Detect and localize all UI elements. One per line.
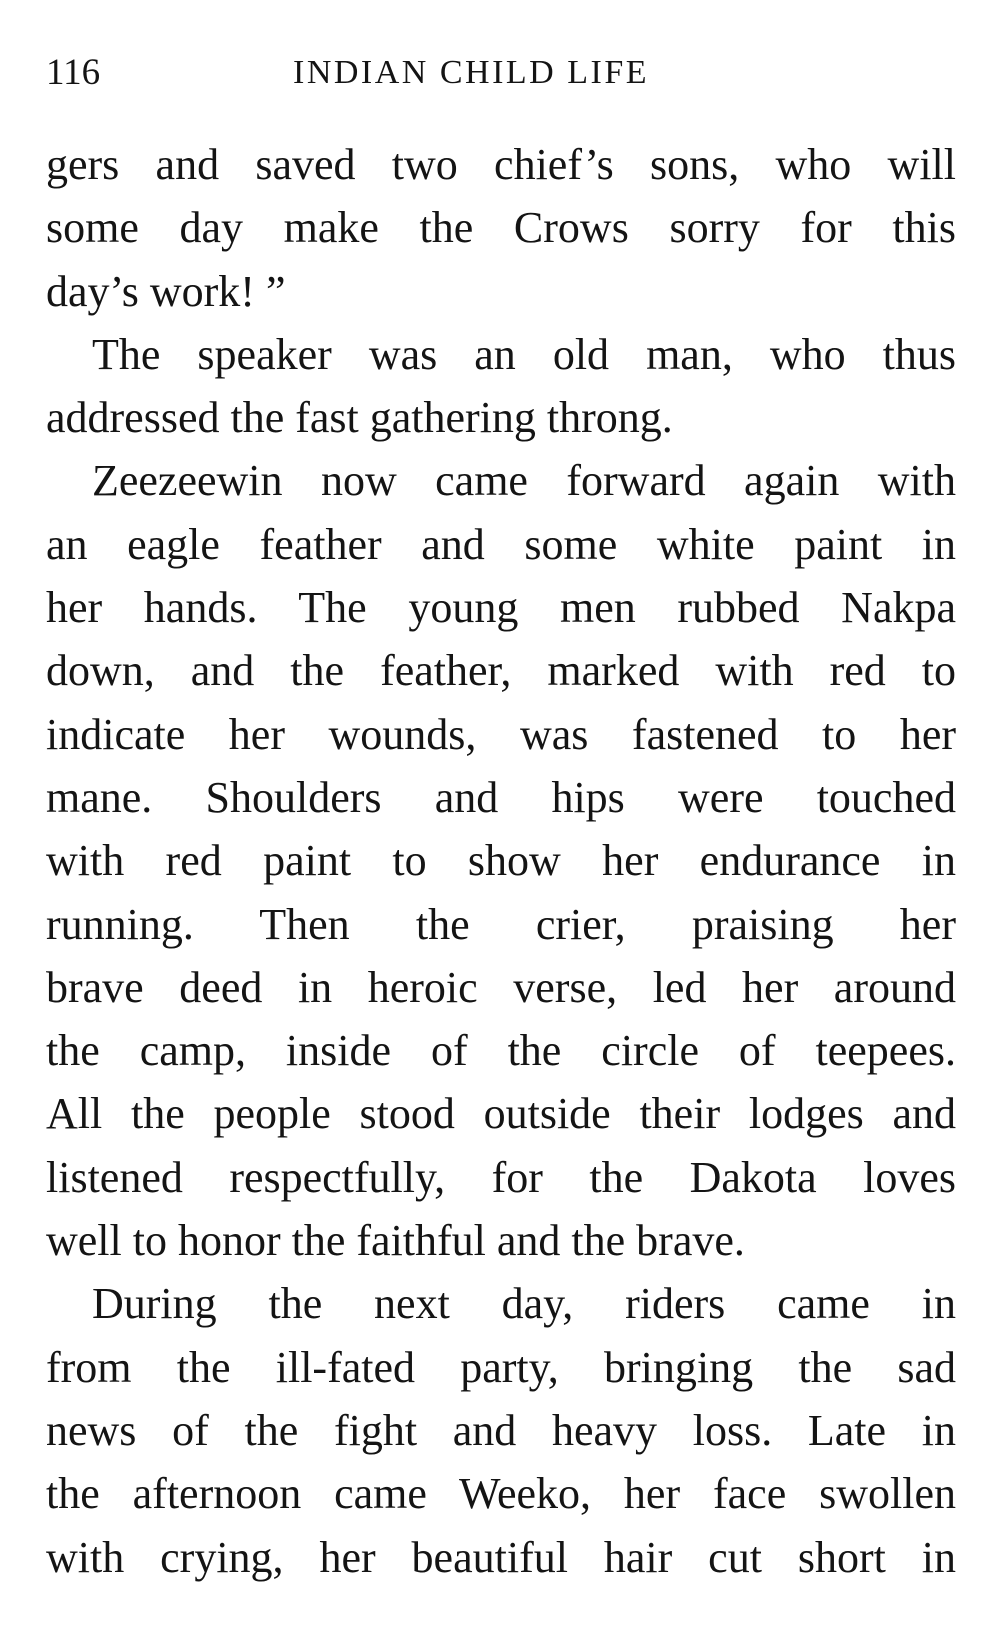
text-line: mane. Shoulders and hips were touched [46,772,956,822]
text-line: well to honor the faithful and the brave. [46,1216,745,1266]
text-line: with red paint to show her endurance in [46,836,956,886]
text-line: down, and the feather, marked with red to [46,646,956,696]
body-text [46,133,956,1589]
text-line: gers and saved two chief’s sons, who will [46,140,956,189]
text-line: running. Then the crier, praising her [46,899,956,949]
text-line: the camp, inside of the circle of teepees. [46,1026,956,1076]
text-line: listened respectfully, for the Dakota loves [46,1152,956,1202]
text-line: The speaker was an old man, who thus [92,329,956,379]
text-line: the afternoon came Weeko, her face swollen [46,1469,956,1519]
text-line: with crying, her beautiful hair cut short in [46,1532,956,1582]
text-line: Zeezeewin now came forward again with [92,456,956,506]
text-line: from the ill-fated party, bringing the sad [46,1342,956,1392]
text-line: addressed the fast gathering throng. [46,393,673,443]
page-number: 116 [46,52,101,93]
text-line: indicate her wounds, was fastened to her [46,709,956,759]
text-line: brave deed in heroic verse, led her around [46,962,956,1012]
text-line: an eagle feather and some white paint in [46,519,956,569]
page-header [46,48,956,98]
text-line: All the people stood outside their lodges and [46,1089,956,1139]
text-line: news of the fight and heavy loss. Late in [46,1405,956,1455]
running-title: INDIAN CHILD LIFE [293,54,650,91]
text-line: her hands. The young men rubbed Nakpa [46,583,956,633]
text-line: day’s work! ” [46,266,286,316]
text-line: some day make the Crows sorry for this [46,203,956,253]
text-line: During the next day, riders came in [92,1279,956,1329]
